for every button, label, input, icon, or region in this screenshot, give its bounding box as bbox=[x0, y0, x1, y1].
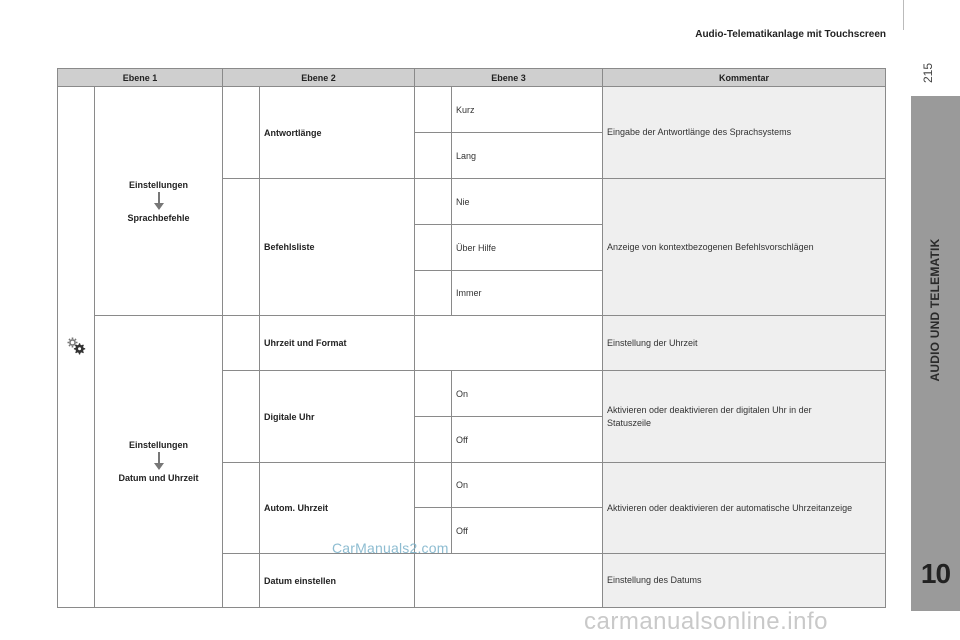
comment-command-list: Anzeige von kontextbezogenen Befehlsvorschlägen bbox=[602, 178, 886, 316]
spacer-cell bbox=[222, 86, 260, 179]
menu-item-response-length: Antwortlänge bbox=[259, 86, 415, 179]
chapter-number: 10 bbox=[920, 558, 951, 589]
spacer-cell bbox=[414, 178, 452, 225]
menu-item-set-date: Datum einstellen bbox=[259, 553, 415, 608]
empty-option-cell bbox=[414, 553, 603, 608]
spacer-cell bbox=[414, 370, 452, 417]
menu-group-date-time bbox=[94, 315, 223, 608]
arrow-down-icon bbox=[153, 452, 165, 471]
option-on: On bbox=[451, 462, 603, 508]
menu-group-subtitle: Sprachbefehle bbox=[127, 212, 190, 223]
spacer-cell bbox=[222, 178, 260, 316]
column-header-comment: Kommentar bbox=[602, 68, 886, 87]
empty-option-cell bbox=[414, 315, 603, 371]
column-header-level1: Ebene 1 bbox=[57, 68, 223, 87]
option-always: Immer bbox=[451, 270, 603, 316]
spacer-cell bbox=[222, 462, 260, 554]
menu-table bbox=[57, 68, 886, 608]
menu-group-title: Einstellungen bbox=[128, 440, 188, 450]
spacer-cell bbox=[222, 553, 260, 608]
spacer-cell bbox=[222, 370, 260, 463]
option-long: Lang bbox=[451, 132, 603, 179]
option-off: Off bbox=[451, 507, 603, 554]
spacer-cell bbox=[414, 132, 452, 179]
comment-set-date: Einstellung des Datums bbox=[602, 553, 886, 608]
page-title: Audio-Telematikanlage mit Touchscreen bbox=[695, 29, 886, 40]
comment-auto-time: Aktivieren oder deaktivieren der automatische Uhrzeitanzeige bbox=[602, 462, 886, 554]
chapter-label-text: AUDIO UND TELEMATIK bbox=[928, 238, 942, 382]
spacer-cell bbox=[414, 86, 452, 133]
watermark-large: carmanualsonline.info bbox=[584, 608, 828, 635]
settings-gear-icon bbox=[66, 336, 86, 356]
menu-item-time-format: Uhrzeit und Format bbox=[259, 315, 415, 371]
comment-response-length: Eingabe der Antwortlänge des Sprachsystems bbox=[602, 86, 886, 179]
watermark-small: CarManuals2.com bbox=[332, 540, 449, 556]
menu-group-voice-commands bbox=[94, 86, 223, 316]
column-header-level2: Ebene 2 bbox=[222, 68, 415, 87]
header-divider bbox=[903, 0, 904, 30]
page-number: 215 bbox=[921, 62, 935, 84]
option-via-help: Über Hilfe bbox=[451, 224, 603, 271]
menu-group-title: Einstellungen bbox=[128, 179, 188, 190]
option-never: Nie bbox=[451, 178, 603, 225]
column-header-level3: Ebene 3 bbox=[414, 68, 603, 87]
menu-item-command-list: Befehlsliste bbox=[259, 178, 415, 316]
arrow-down-icon bbox=[153, 192, 165, 211]
spacer-cell bbox=[222, 315, 260, 371]
menu-group-subtitle: Datum und Uhrzeit bbox=[118, 473, 199, 483]
option-short: Kurz bbox=[451, 86, 603, 133]
spacer-cell bbox=[414, 462, 452, 508]
spacer-cell bbox=[414, 416, 452, 463]
comment-digital-clock: Aktivieren oder deaktivieren der digitalen Uhr in der Statuszeile bbox=[602, 370, 886, 463]
spacer-cell bbox=[414, 224, 452, 271]
comment-time-format: Einstellung der Uhrzeit bbox=[602, 315, 886, 371]
option-on: On bbox=[451, 370, 603, 417]
spacer-cell bbox=[414, 270, 452, 316]
option-off: Off bbox=[451, 416, 603, 463]
menu-item-digital-clock: Digitale Uhr bbox=[259, 370, 415, 463]
menu-item-auto-time: Autom. Uhrzeit bbox=[259, 462, 415, 554]
